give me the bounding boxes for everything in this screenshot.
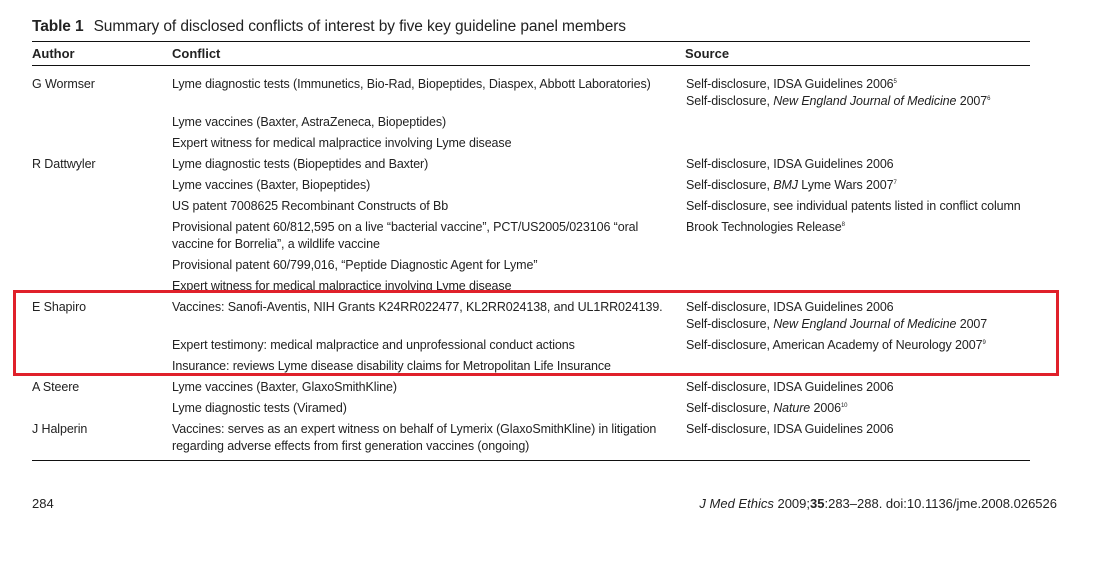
- source-publication: New England Journal of Medicine: [773, 94, 957, 108]
- table-row: [32, 278, 1042, 295]
- author-cell: [32, 114, 172, 131]
- author-cell: [32, 358, 172, 375]
- author-group: [32, 76, 1042, 152]
- author-cell: J Halperin: [32, 422, 88, 436]
- source-cell: [686, 76, 1042, 110]
- source-entry: [686, 337, 1042, 354]
- source-text: Self-disclosure, see individual patents listed in conflict column: [686, 199, 1021, 213]
- author-cell: E Shapiro: [32, 300, 86, 314]
- source-text: Self-disclosure, IDSA Guidelines 2006: [686, 77, 894, 91]
- conflict-cell: Vaccines: Sanofi-Aventis, NIH Grants K24RR022477, KL2RR024138, and UL1RR024139.: [172, 300, 663, 314]
- table-row: [32, 299, 1042, 333]
- table-row: [32, 177, 1042, 194]
- reference-number: 9: [982, 340, 986, 346]
- header-author: Author: [32, 46, 75, 61]
- author-cell: [32, 278, 172, 295]
- author-cell: [32, 219, 172, 253]
- source-entry: [686, 93, 1042, 110]
- source-year: 2006: [810, 401, 841, 415]
- table-body: [32, 76, 1042, 454]
- source-cell: [686, 135, 1042, 152]
- reference-number: 5: [893, 79, 897, 85]
- source-cell: [686, 421, 1042, 454]
- author-cell: A Steere: [32, 380, 80, 394]
- journal-citation: [699, 496, 1057, 511]
- citation-year: 2009;: [777, 496, 811, 511]
- table-bottom-rule: [32, 460, 1030, 461]
- table-header-rule: [32, 65, 1030, 66]
- source-entry: [686, 198, 1042, 215]
- author-group: [32, 156, 1042, 295]
- source-text: Self-disclosure, American Academy of Neurology 2007: [686, 338, 983, 352]
- conflict-cell: Lyme diagnostic tests (Biopeptides and Baxter): [172, 157, 429, 171]
- table-row: [32, 358, 1042, 375]
- table-row: [32, 156, 1042, 173]
- source-text: Brook Technologies Release: [686, 220, 842, 234]
- table-row: [32, 76, 1042, 110]
- source-cell: [686, 400, 1042, 417]
- table-row: [32, 400, 1042, 417]
- conflict-cell: Lyme vaccines (Baxter, Biopeptides): [172, 178, 371, 192]
- author-cell: [32, 198, 172, 215]
- citation-volume: 35: [810, 496, 825, 511]
- source-entry: [686, 219, 1042, 236]
- reference-number: 8: [841, 222, 845, 228]
- author-cell: [32, 337, 172, 354]
- conflict-cell: Lyme diagnostic tests (Viramed): [172, 401, 347, 415]
- source-text: Self-disclosure,: [686, 317, 774, 331]
- table-row: [32, 114, 1042, 131]
- conflict-cell: Provisional patent 60/812,595 on a live “bacterial vaccine”, PCT/US2005/023106 “oral vaccine for Borrelia”, a wildlife vaccine: [172, 220, 639, 251]
- source-entry: [686, 400, 1042, 417]
- header-conflict: Conflict: [172, 46, 221, 61]
- author-cell: [32, 135, 172, 152]
- source-publication: New England Journal of Medicine: [773, 317, 957, 331]
- source-cell: [686, 257, 1042, 274]
- author-group: [32, 421, 1042, 454]
- table-row: [32, 135, 1042, 152]
- source-year: 2007: [956, 94, 988, 108]
- source-cell: [686, 379, 1042, 396]
- table-caption-text: Summary of disclosed conflicts of interest by five key guideline panel members: [93, 18, 626, 35]
- author-cell: [32, 177, 172, 194]
- source-cell: [686, 114, 1042, 131]
- source-year: 2007: [956, 317, 988, 331]
- source-text: Self-disclosure, IDSA Guidelines 2006: [686, 380, 894, 394]
- source-entry: [686, 299, 1042, 316]
- source-cell: [686, 337, 1042, 354]
- author-group: [32, 379, 1042, 417]
- table-row: [32, 379, 1042, 396]
- source-cell: [686, 156, 1042, 173]
- table-row: [32, 337, 1042, 354]
- conflict-cell: Lyme diagnostic tests (Immunetics, Bio-Rad, Biopeptides, Diaspex, Abbott Laboratories): [172, 77, 651, 91]
- journal-name: J Med Ethics: [699, 496, 774, 511]
- reference-number: 7: [893, 180, 897, 186]
- source-entry: [686, 316, 1042, 333]
- reference-number: 6: [987, 96, 991, 102]
- source-entry: [686, 379, 1042, 396]
- author-group: [32, 299, 1042, 375]
- conflict-cell: Insurance: reviews Lyme disease disability claims for Metropolitan Life Insurance: [172, 359, 611, 373]
- source-text: Self-disclosure,: [686, 401, 774, 415]
- source-entry: [686, 156, 1042, 173]
- page-number: 284: [32, 496, 54, 511]
- conflict-cell: Expert witness for medical malpractice involving Lyme disease: [172, 136, 512, 150]
- author-cell: R Dattwyler: [32, 157, 96, 171]
- conflict-cell: Vaccines: serves as an expert witness on behalf of Lymerix (GlaxoSmithKline) in litigation regarding adverse effects from first generation vaccines (ongoing): [172, 422, 657, 453]
- conflict-cell: Provisional patent 60/799,016, “Peptide Diagnostic Agent for Lyme”: [172, 258, 538, 272]
- source-text: Self-disclosure, IDSA Guidelines 2006: [686, 300, 894, 314]
- source-text: Self-disclosure,: [686, 178, 774, 192]
- author-cell: [32, 257, 172, 274]
- author-cell: G Wormser: [32, 77, 95, 91]
- citation-pages: :283–288. doi:10.1136/jme.2008.026526: [824, 496, 1057, 511]
- source-cell: [686, 198, 1042, 215]
- conflict-cell: Expert witness for medical malpractice involving Lyme disease: [172, 279, 512, 293]
- author-cell: [32, 400, 172, 417]
- source-text: Self-disclosure, IDSA Guidelines 2006: [686, 422, 894, 436]
- source-cell: [686, 299, 1042, 333]
- source-text: Self-disclosure,: [686, 94, 774, 108]
- source-publication: BMJ: [773, 178, 798, 192]
- reference-number: 10: [840, 403, 848, 409]
- table-top-rule: [32, 41, 1030, 42]
- source-entry: [686, 177, 1042, 194]
- source-year: Lyme Wars 2007: [797, 178, 894, 192]
- source-cell: [686, 358, 1042, 375]
- header-source: Source: [685, 46, 730, 61]
- table-row: [32, 421, 1042, 454]
- table-label: Table 1: [32, 18, 84, 35]
- source-cell: [686, 177, 1042, 194]
- conflict-cell: Lyme vaccines (Baxter, GlaxoSmithKline): [172, 380, 397, 394]
- source-text: Self-disclosure, IDSA Guidelines 2006: [686, 157, 894, 171]
- source-publication: Nature: [773, 401, 811, 415]
- source-entry: [686, 76, 1042, 93]
- source-cell: [686, 219, 1042, 253]
- table-caption: [32, 18, 626, 36]
- source-entry: [686, 421, 1042, 438]
- conflict-cell: US patent 7008625 Recombinant Constructs of Bb: [172, 199, 449, 213]
- table-row: [32, 219, 1042, 253]
- table-row: [32, 198, 1042, 215]
- conflict-cell: Lyme vaccines (Baxter, AstraZeneca, Biopeptides): [172, 115, 447, 129]
- source-cell: [686, 278, 1042, 295]
- conflict-cell: Expert testimony: medical malpractice and unprofessional conduct actions: [172, 338, 575, 352]
- table-row: [32, 257, 1042, 274]
